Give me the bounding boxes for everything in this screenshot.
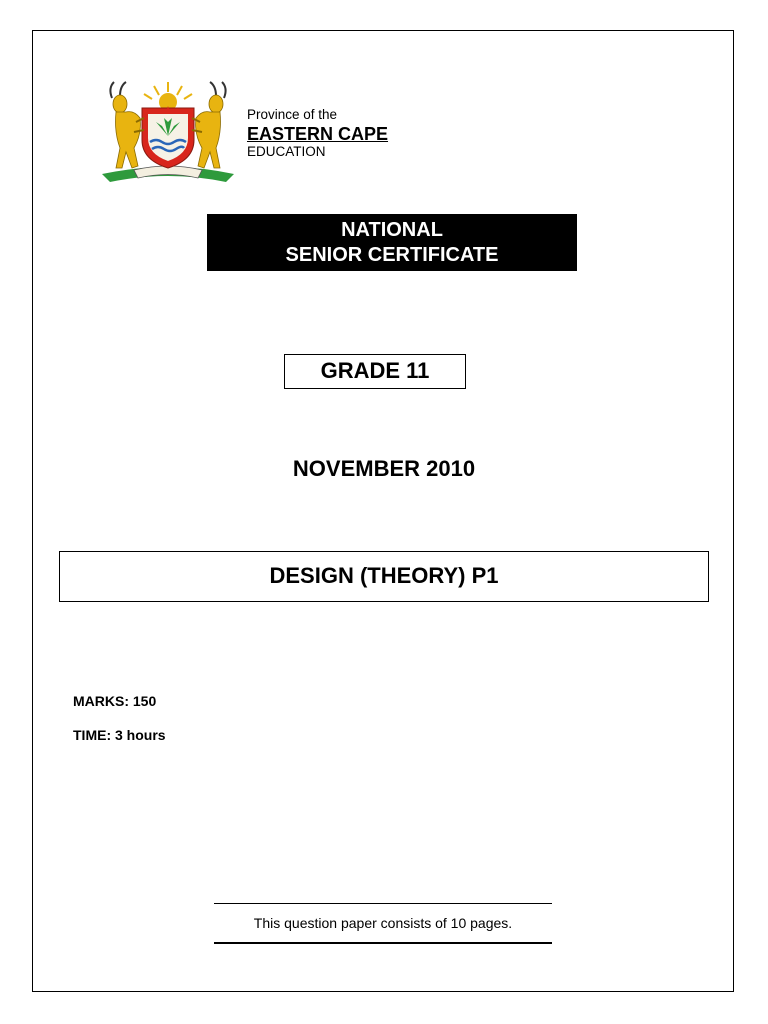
banner-line-2: SENIOR CERTIFICATE [285, 244, 499, 266]
certificate-banner [207, 214, 577, 271]
coat-of-arms-logo [98, 78, 238, 190]
province-prefix: Province of the [247, 107, 338, 122]
grade-label: GRADE 11 [284, 354, 466, 389]
footer-top-rule [214, 903, 552, 904]
department-name: EDUCATION [247, 143, 326, 159]
footer-bottom-rule [214, 942, 552, 944]
right-antelope-supporter [192, 82, 226, 168]
exam-date: NOVEMBER 2010 [292, 456, 476, 481]
banner-line-1: NATIONAL [341, 219, 443, 241]
marks-info: MARKS: 150 [73, 693, 157, 709]
page-count-note: This question paper consists of 10 pages. [253, 915, 513, 931]
province-heading [247, 108, 388, 158]
left-antelope-supporter [110, 82, 144, 168]
province-name: EASTERN CAPE [247, 123, 389, 144]
time-info: TIME: 3 hours [73, 727, 166, 743]
subject-title: DESIGN (THEORY) P1 [59, 551, 709, 602]
